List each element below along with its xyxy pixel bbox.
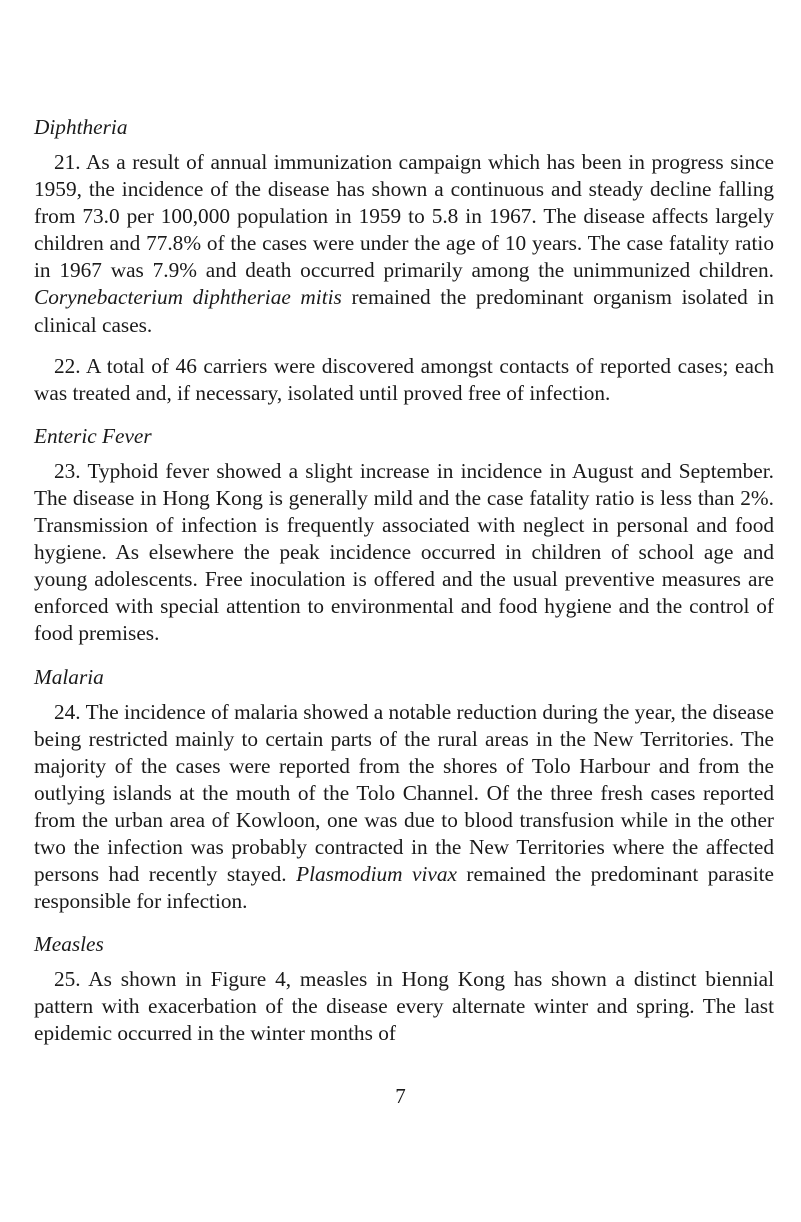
organism-name: Corynebacterium diphtheriae mitis <box>34 285 342 310</box>
page-number: 7 <box>395 1084 406 1108</box>
paragraph-text: The incidence of malaria showed a notable reduction during the year, the disease being restricted mainly to certain parts of the rural areas in the New Territories. The majority of the cases were reported from the shores of Tolo Harbour and from the outlying islands at the mouth of the Tolo Channel. Of the three fresh cases reported from the urban area of Kowloon, one was due to blood transfusion while in the other two the infection was probably contracted in the New Territories where the affected persons had recently stayed. <box>34 699 774 887</box>
section-heading-diphtheria: Diphtheria <box>34 115 128 139</box>
paragraph-text: As a result of annual immunization campaign which has been in progress since 1959, the incidence of the disease has shown a continuous and steady decline falling from 73.0 per 100,000 population in 1959 to 5.8 in 1967. The disease affects largely children and 77.8% of the cases were under the age of 10 years. The case fatality ratio in 1967 was 7.9% and death occurred primarily among the unimmunized children. <box>34 150 774 283</box>
paragraph-number: 23. <box>54 458 81 483</box>
section-heading-measles: Measles <box>34 932 104 957</box>
parasite-name: Plasmodium vivax <box>296 862 457 887</box>
paragraph-text: remained the predominant parasite responsible for infection. <box>34 862 774 914</box>
paragraph-23 <box>34 458 774 648</box>
paragraph-number: 25. <box>54 967 81 992</box>
paragraph-number: 22. <box>54 353 81 378</box>
paragraph-24 <box>34 699 774 916</box>
paragraph-text: remained the predominant organism isolated in clinical cases. <box>34 285 774 337</box>
paragraph-text: A total of 46 carriers were discovered amongst contacts of reported cases; each was treated and, if necessary, isolated until proved free of infection. <box>34 353 774 405</box>
paragraph-number: 24. <box>54 699 81 724</box>
paragraph-25 <box>34 966 774 1047</box>
paragraph-text: As shown in Figure 4, measles in Hong Kong has shown a distinct biennial pattern with exacerbation of the disease every alternate winter and spring. The last epidemic occurred in the winter months of <box>34 967 774 1046</box>
paragraph-22 <box>34 353 774 407</box>
document-page <box>34 114 774 1048</box>
section-heading-enteric-fever: Enteric Fever <box>34 423 152 448</box>
paragraph-number: 21. <box>54 150 81 174</box>
paragraph-text: Typhoid fever showed a slight increase in incidence in August and September. The disease in Hong Kong is generally mild and the case fatality ratio is less than 2%. Transmission of infection is frequently associated with neglect in personal and food hygiene. As elsewhere the peak incidence occurred in children of school age and young adolescents. Free inoculation is offered and the usual preventive measures are enforced with special attention to environmental and food hygiene and the control of food premises. <box>34 458 774 646</box>
section-heading-malaria: Malaria <box>34 664 104 689</box>
paragraph-21 <box>34 149 774 339</box>
